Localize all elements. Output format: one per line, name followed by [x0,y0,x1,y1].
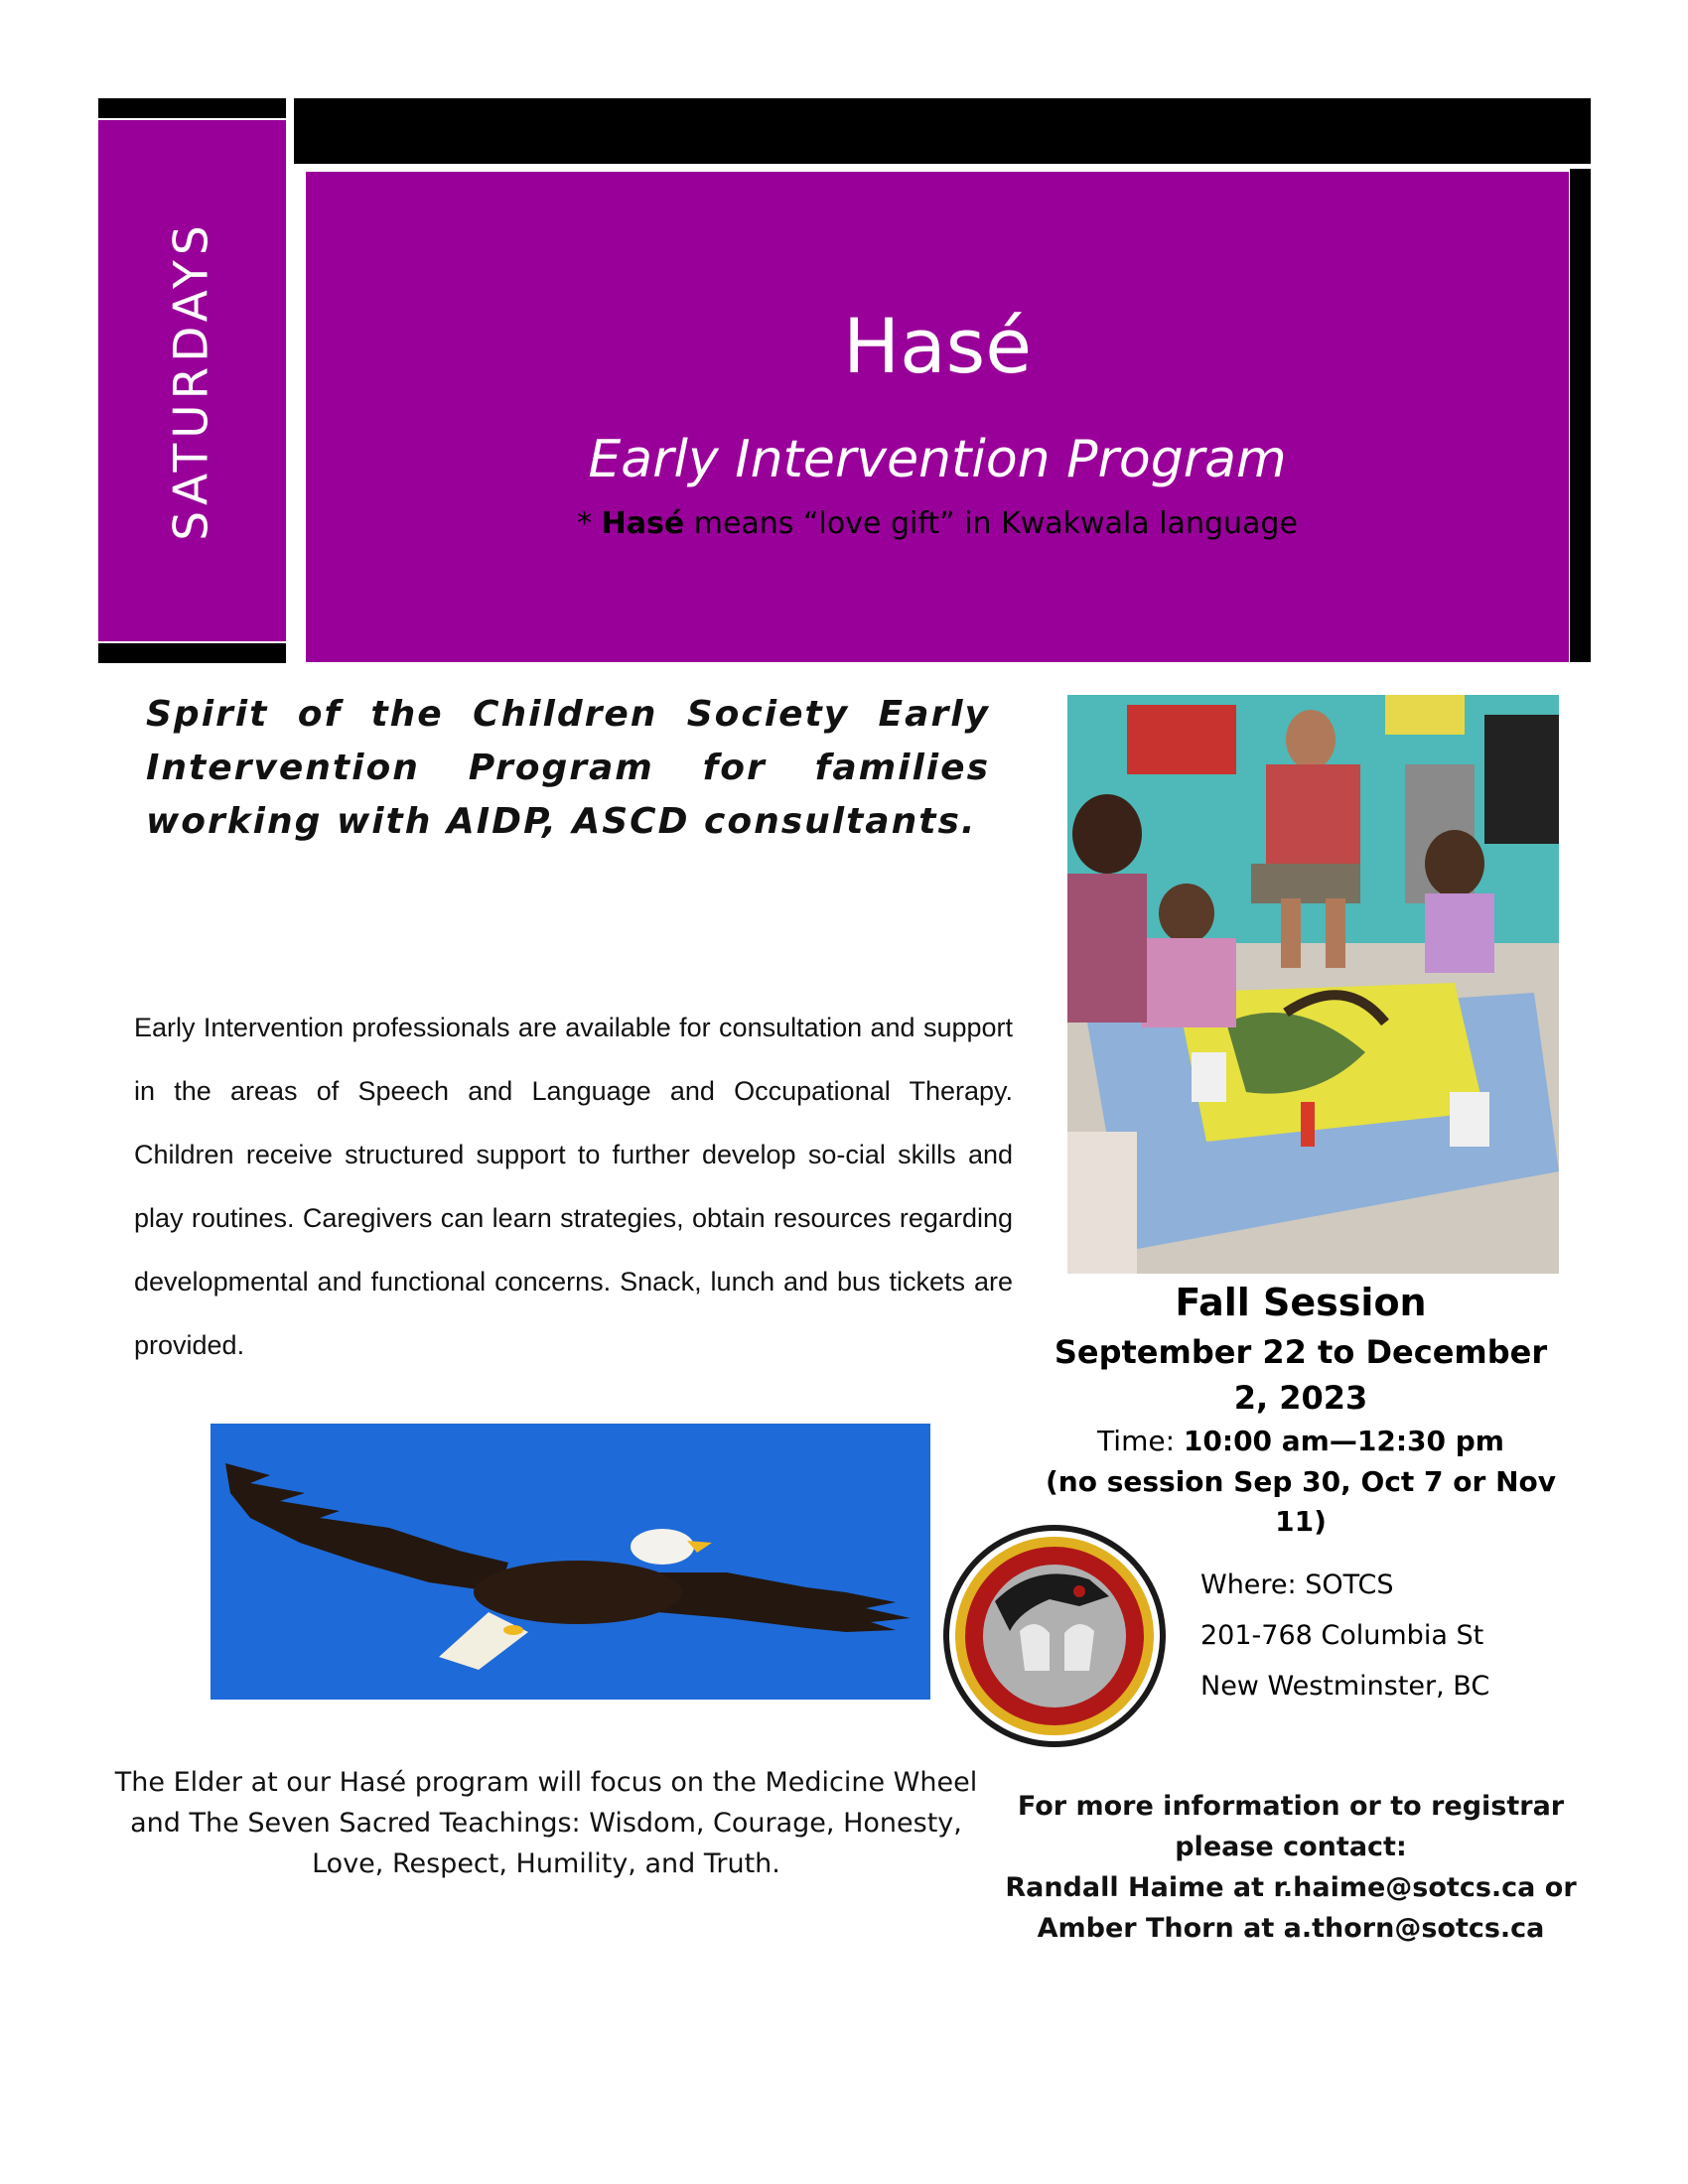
header-band [306,172,1569,662]
title-note-bold: Hasé [601,506,685,541]
title-note-prefix: * [577,506,602,541]
session-time [1033,1421,1569,1462]
intro-heading: Spirit of the Children Society Early Intervention Program for families working with AIDP, ASCD consultants. [146,694,990,842]
address-city: New Westminster, BC [1200,1671,1490,1702]
page-title: Hasé [842,302,1033,390]
contact-block [1003,1786,1579,1949]
header-frame-top-left [98,98,286,118]
session-time-value: 10:00 am—12:30 pm [1183,1425,1504,1457]
header-frame-right [1570,169,1591,662]
address-where: Where: SOTCS [1200,1570,1394,1600]
header-rule [286,164,1570,168]
page-subtitle: Early Intervention Program [588,430,1287,489]
address-street: 201-768 Columbia St [1200,1620,1484,1651]
session-dates: September 22 to December 2, 2023 [1054,1333,1548,1417]
title-note-rest: means “love gift” in Kwakwala language [684,506,1298,541]
children-painting-photo [1067,695,1559,1274]
title-note [306,506,1569,541]
contact-line-3: Randall Haime at r.haime@sotcs.ca or [1005,1872,1577,1903]
contact-line-4: Amber Thorn at a.thorn@sotcs.ca [1037,1913,1545,1944]
session-info [1033,1276,1569,1542]
contact-line-1: For more information or to registrar [1017,1791,1565,1822]
side-band [98,120,286,641]
body-paragraph: Early Intervention professionals are available for consultation and support in the areas of Speech and Language and Occupational Therapy. Children receive structured support to further develop so-cial skills and play routines. Caregivers can learn strategies, obtain resources regarding developmental and functional concerns. Snack, lunch and bus tickets are provided. [134,1013,1013,1360]
contact-line-2: please contact: [1175,1832,1407,1862]
session-time-label: Time: [1097,1425,1184,1457]
session-title: Fall Session [1175,1281,1427,1324]
header-frame-bottom-left [98,643,286,663]
sotcs-logo [940,1522,1169,1750]
side-label: SATURDAYS [165,220,220,541]
session-note: (no session Sep 30, Oct 7 or Nov 11) [1046,1465,1556,1538]
header-frame-top-right [294,98,1591,164]
bald-eagle-image [211,1424,930,1700]
address-block [1200,1560,1578,1711]
elder-paragraph: The Elder at our Hasé program will focus on the Medicine Wheel and The Seven Sacred Teachings: Wisdom, Courage, Honesty, Love, Respect, Humility, and Truth. [114,1767,978,1879]
